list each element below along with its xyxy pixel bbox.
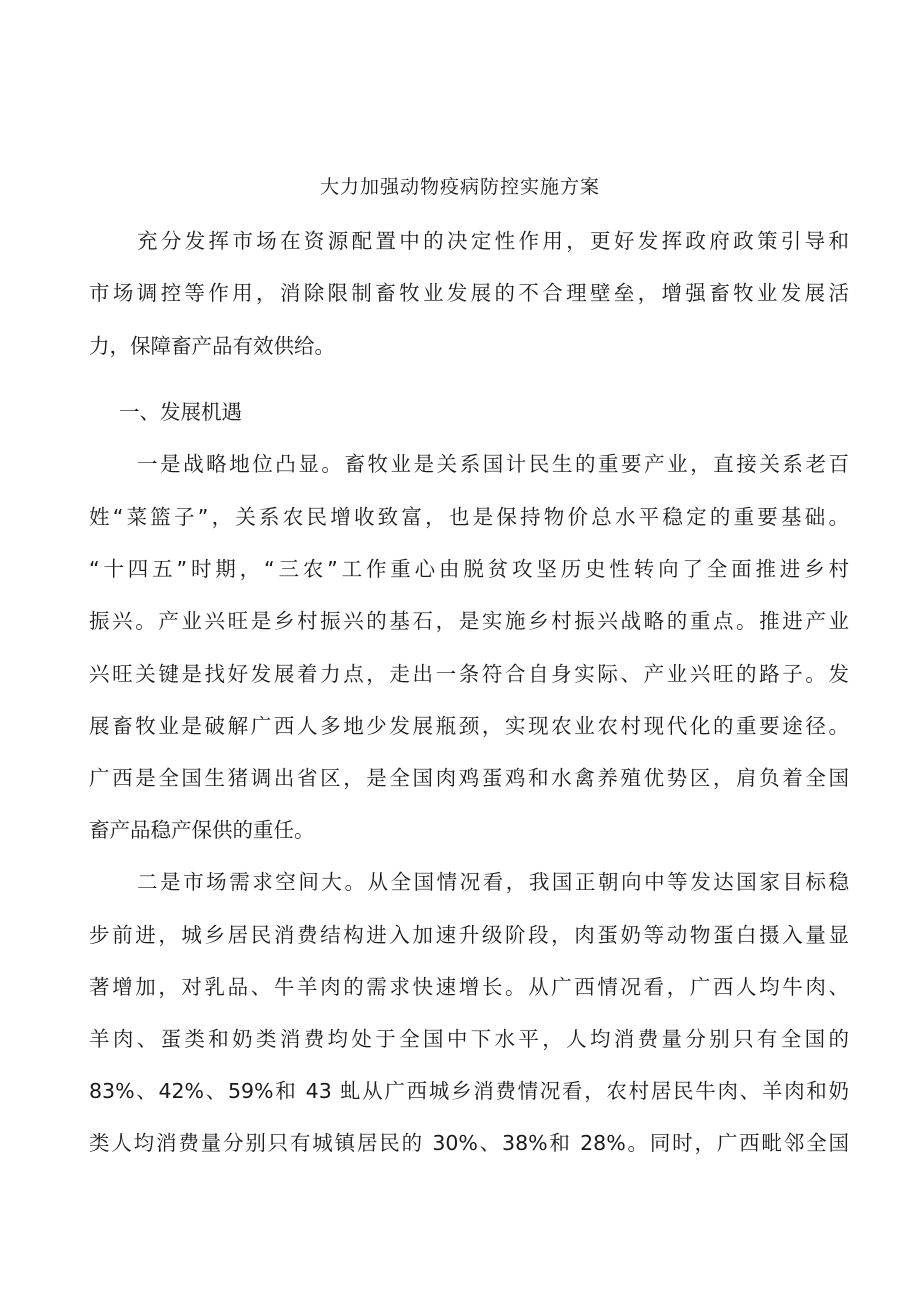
paragraph2-line-4: 羊肉、蛋类和奶类消费均处于全国中下水平，人均消费量分别只有全国的 bbox=[89, 1027, 849, 1051]
intro-line-3: 力，保障畜产品有效供给。 bbox=[89, 334, 335, 358]
document-title: 大力加强动物疫病防控实施方案 bbox=[319, 176, 600, 198]
paragraph2-line-6: 类人均消费量分别只有城镇居民的 30%、38%和 28%。同时，广西毗邻全国 bbox=[89, 1131, 849, 1155]
paragraph2-line-1: 二是市场需求空间大。从全国情况看，我国正朝向中等发达国家目标稳 bbox=[137, 870, 849, 894]
intro-line-1: 充分发挥市场在资源配置中的决定性作用，更好发挥政府政策引导和 bbox=[137, 229, 849, 253]
paragraph1-line-7: 广西是全国生猪调出省区，是全国肉鸡蛋鸡和水禽养殖优势区，肩负着全国 bbox=[89, 766, 849, 790]
paragraph1-line-2: 姓“菜篮子”，关系农民增收致富，也是保持物价总水平稳定的重要基础。 bbox=[89, 505, 849, 529]
paragraph1-line-8: 畜产品稳产保供的重任。 bbox=[89, 818, 315, 842]
paragraph2-line-5: 83%、42%、59%和 43 虬从广西城乡消费情况看，农村居民牛肉、羊肉和奶 bbox=[89, 1079, 849, 1103]
intro-line-2: 市场调控等作用，消除限制畜牧业发展的不合理壁垒，增强畜牧业发展活 bbox=[89, 281, 849, 305]
paragraph1-line-1: 一是战略地位凸显。畜牧业是关系国计民生的重要产业，直接关系老百 bbox=[137, 452, 849, 476]
section-heading: 一、发展机遇 bbox=[119, 400, 242, 424]
paragraph1-line-6: 展畜牧业是破解广西人多地少发展瓶颈，实现农业农村现代化的重要途径。 bbox=[89, 714, 849, 738]
paragraph1-line-4: 振兴。产业兴旺是乡村振兴的基石，是实施乡村振兴战略的重点。推进产业 bbox=[89, 609, 849, 633]
paragraph1-line-5: 兴旺关键是找好发展着力点，走出一条符合自身实际、产业兴旺的路子。发 bbox=[89, 662, 849, 686]
paragraph1-line-3: “十四五”时期，“三农”工作重心由脱贫攻坚历史性转向了全面推进乡村 bbox=[89, 557, 849, 581]
paragraph2-line-2: 步前进，城乡居民消费结构进入加速升级阶段，肉蛋奶等动物蛋白摄入量显 bbox=[89, 923, 849, 947]
paragraph2-line-3: 著增加，对乳品、牛羊肉的需求快速增长。从广西情况看，广西人均牛肉、 bbox=[89, 975, 849, 999]
